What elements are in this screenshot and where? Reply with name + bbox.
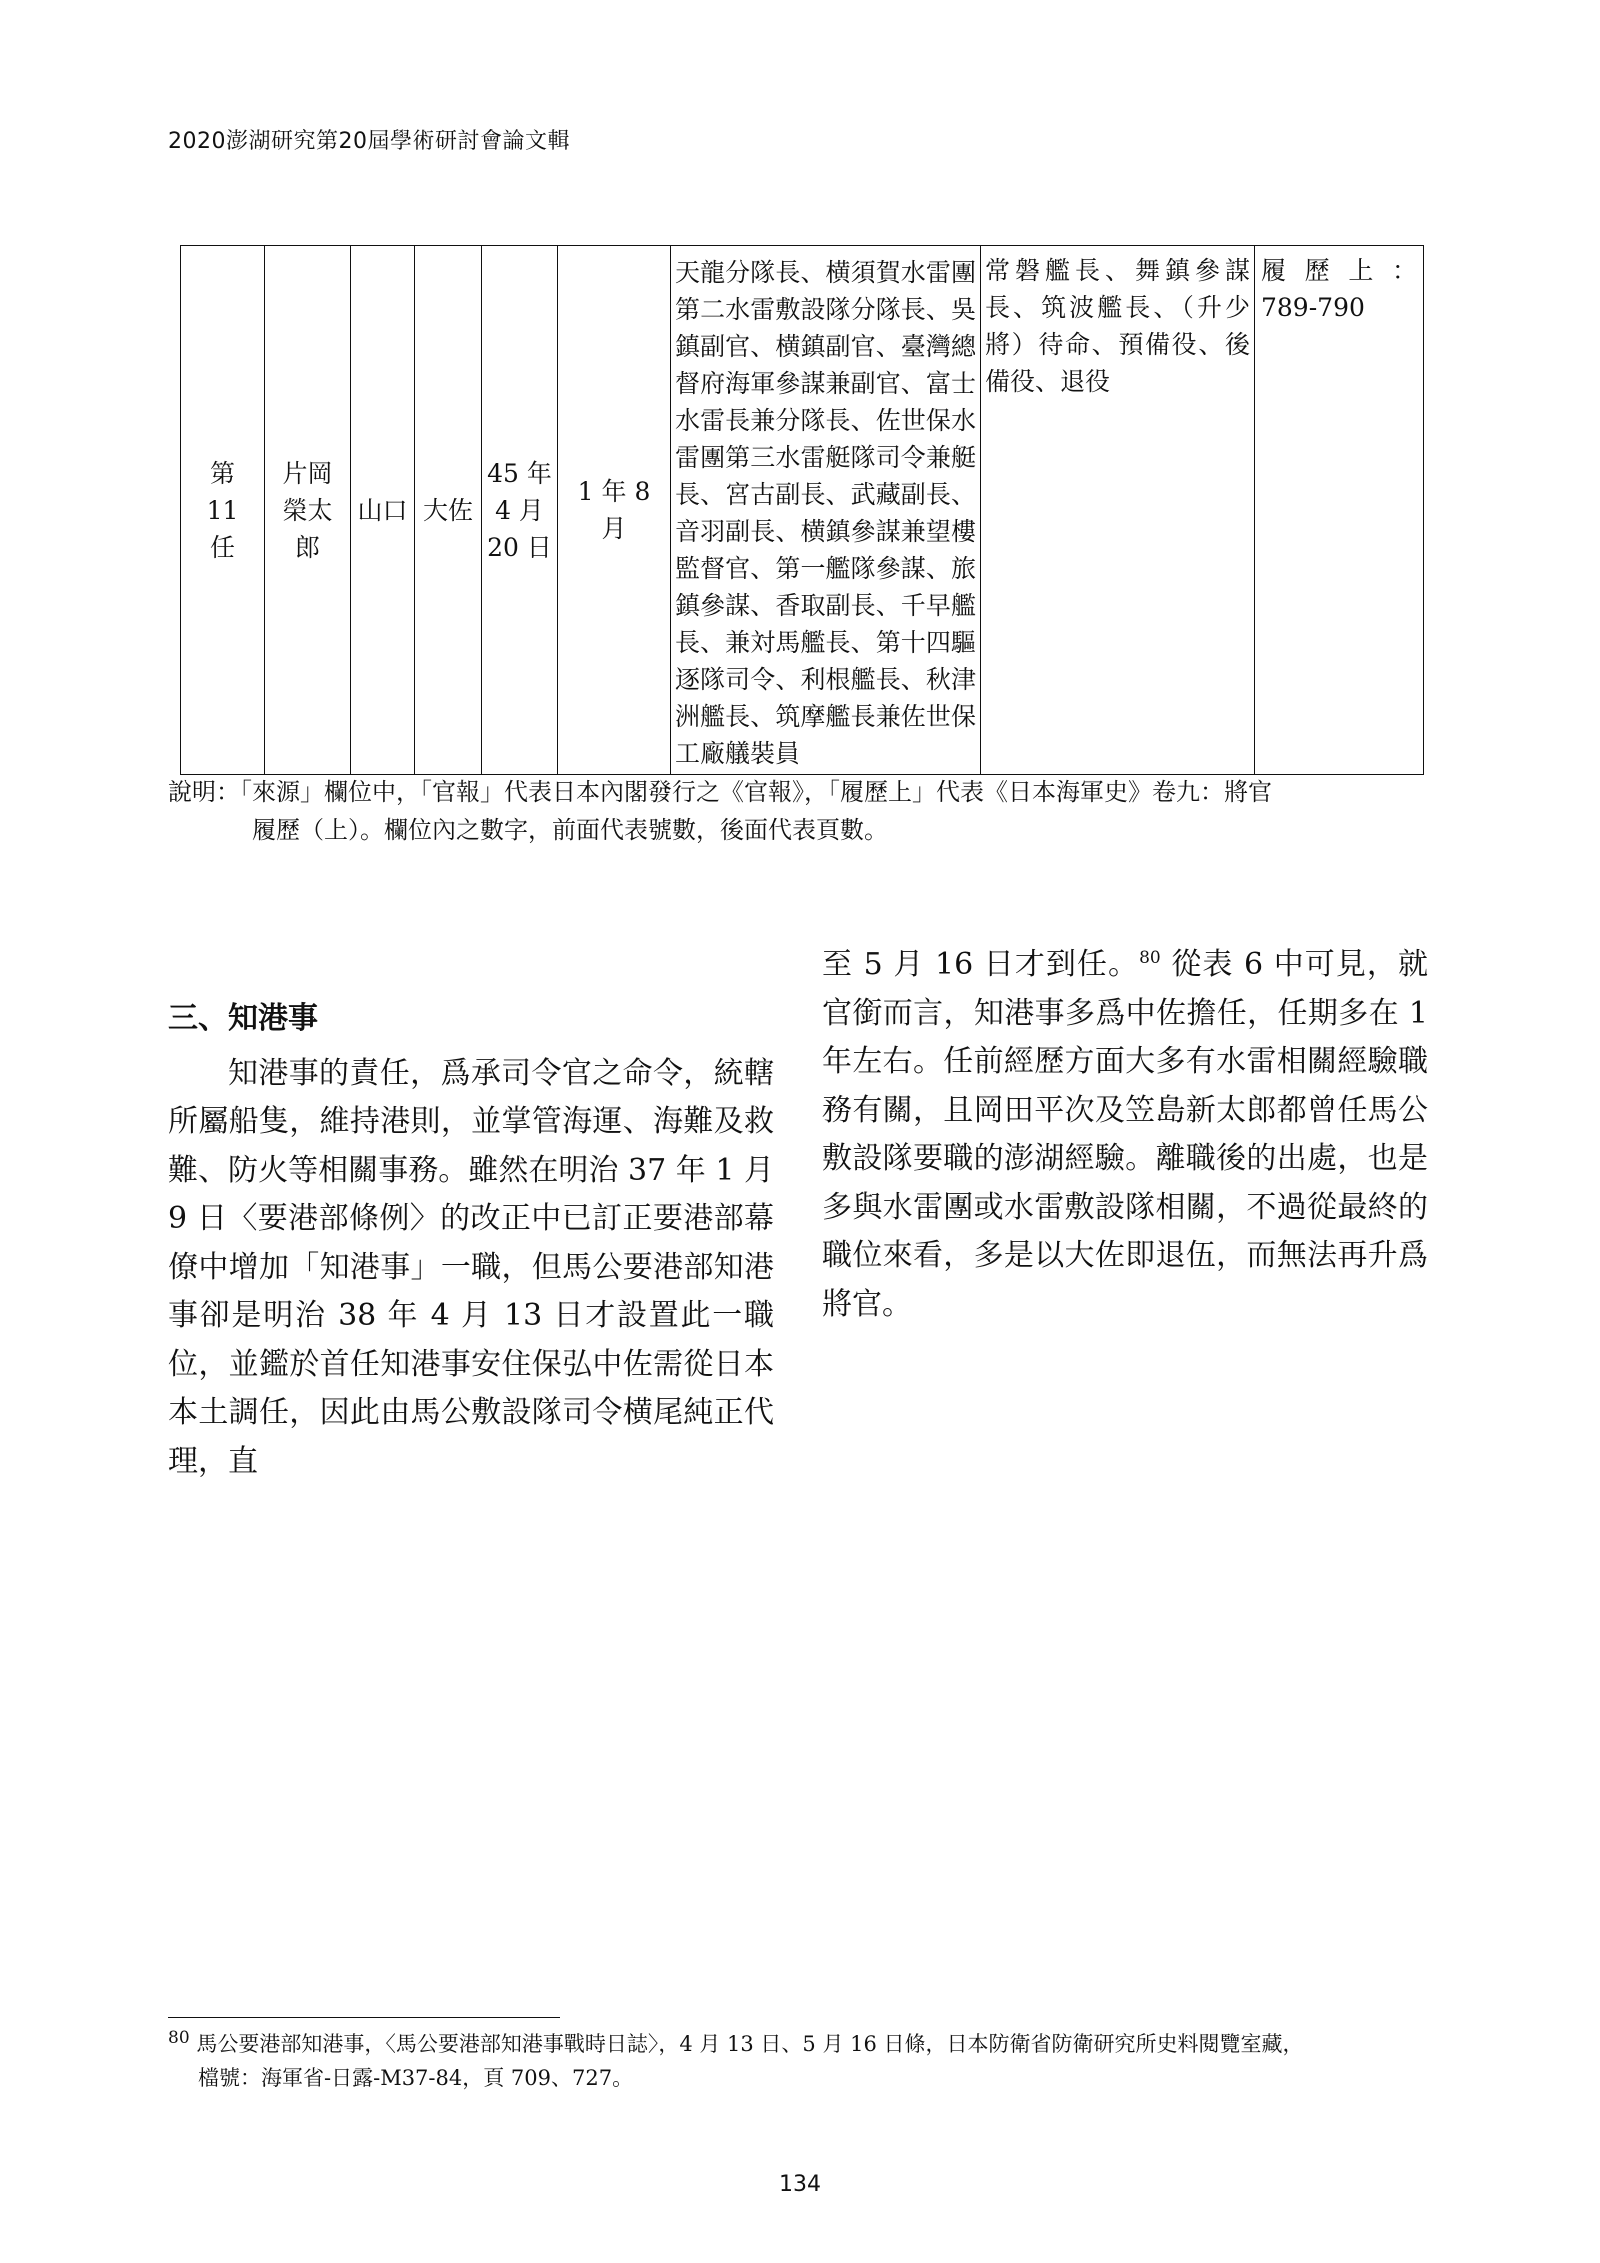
term-value: 第 11 任 bbox=[206, 458, 239, 562]
note-line-1: 說明：「來源」欄位中，「官報」代表日本內閣發行之《官報》，「履歷上」代表《日本海軍史》卷九：將官 bbox=[168, 778, 1272, 806]
cell-source bbox=[1255, 246, 1424, 775]
cell-origin bbox=[351, 246, 415, 775]
officer-table bbox=[180, 245, 1424, 775]
paragraph-right-part2: 從表 6 中可見，就官銜而言，知港事多爲中佐擔任，任期多在 1 年左右。任前經歷方面大多有水雷相關經驗職務有關，且岡田平次及笠島新太郎都曾任馬公敷設隊要職的澎湖經驗。離職後的出處，也是多與水雷團或水雷敷設隊相關，不過從最終的職位來看，多是以大佐即退伍，而無法再升爲將官。 bbox=[822, 947, 1428, 1322]
paragraph-right-part1: 至 5 月 16 日才到任。 bbox=[822, 947, 1140, 982]
tenure-value: 1 年 8 月 bbox=[577, 477, 651, 543]
running-header: 2020澎湖研究第20屆學術研討會論文輯 bbox=[168, 129, 570, 154]
rank-value: 大佐 bbox=[422, 495, 473, 525]
name-value: 片岡 榮太 郎 bbox=[282, 458, 333, 562]
left-column bbox=[168, 995, 774, 1486]
footnote-ref: 80 bbox=[1139, 948, 1161, 968]
prior-record-value: 天龍分隊長、横須賀水雷團第二水雷敷設隊分隊長、吳鎮副官、横鎮副官、臺灣總督府海軍參謀兼副官、富士水雷長兼分隊長、佐世保水雷團第三水雷艇隊司令兼艇長、宮古副長、武藏副長、音羽副長、横鎮參謀兼望樓監督官、第一艦隊參謀、旅鎮參謀、香取副長、千早艦長、兼対馬艦長、第十四驅逐隊司令、利根艦長、秋津洲艦長、筑摩艦長兼佐世保工廠艤裝員 bbox=[675, 258, 976, 768]
section-heading: 三、知港事 bbox=[168, 1001, 318, 1036]
cell-rank bbox=[415, 246, 482, 775]
cell-appointment-date bbox=[482, 246, 558, 775]
cell-subsequent-posts bbox=[981, 246, 1255, 775]
cell-term bbox=[181, 246, 265, 775]
cell-tenure bbox=[558, 246, 671, 775]
footnote-line-2: 檔號：海軍省-日露-M37-84，頁 709、727。 bbox=[198, 2066, 634, 2090]
footnote-number: 80 bbox=[168, 2028, 190, 2048]
footnote bbox=[168, 2027, 1433, 2095]
table-note bbox=[168, 773, 1438, 849]
cell-name bbox=[265, 246, 351, 775]
footnote-rule bbox=[168, 2017, 560, 2018]
footnote-line-1: 馬公要港部知港事，〈馬公要港部知港事戰時日誌〉，4 月 13 日、5 月 16 日條，日本防衛省防衛研究所史料閱覽室藏， bbox=[189, 2032, 1304, 2056]
right-column bbox=[822, 941, 1428, 1329]
paragraph-left: 知港事的責任，爲承司令官之命令，統轄所屬船隻，維持港則，並掌管海運、海難及救難、防火等相關事務。雖然在明治 37 年 1 月 9 日〈要港部條例〉的改正中已訂正要港部幕僚中增加「知港事」一職，但馬公要港部知港事卻是明治 38 年 4 月 13 日才設置此一職位，並鑑於首任知港事安住保弘中佐需從日本本土調任，因此由馬公敷設隊司令横尾純正代理，直 bbox=[168, 1055, 774, 1479]
page-number: 134 bbox=[779, 2172, 821, 2197]
subsequent-posts-value: 常磐艦長、舞鎮參謀長、筑波艦長、（升少將）待命、預備役、後備役、退役 bbox=[985, 256, 1250, 396]
origin-value: 山口 bbox=[357, 495, 408, 525]
appointment-date-value: 45 年 4 月 20 日 bbox=[487, 458, 552, 562]
table-row bbox=[181, 246, 1424, 775]
cell-prior-record bbox=[671, 246, 981, 775]
note-line-2: 履歷（上）。欄位內之數字，前面代表號數，後面代表頁數。 bbox=[252, 816, 888, 844]
source-value: 履歷上：789-790 bbox=[1261, 256, 1417, 322]
